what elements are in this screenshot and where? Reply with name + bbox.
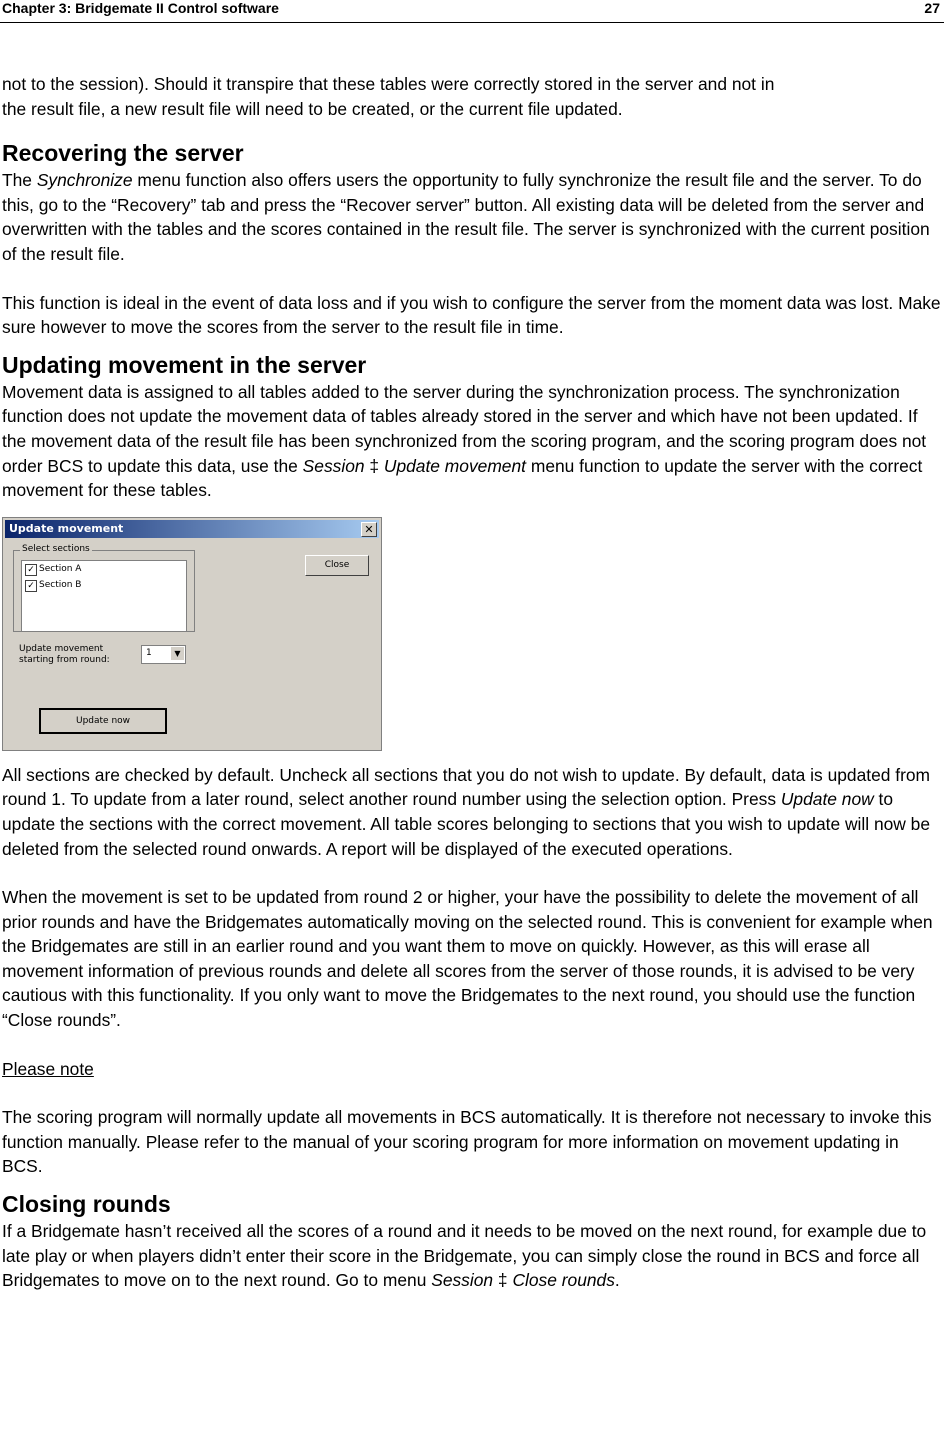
dialog-titlebar (5, 520, 379, 538)
section-label: Section B (39, 579, 82, 590)
close-button[interactable]: Close (305, 555, 369, 576)
intro-paragraph: not to the session). Should it transpire that these tables were correctly stored in the server and not in the result file, a new result file will need to be created, or the current file updated. (2, 74, 775, 119)
note-heading: Please note (2, 1058, 94, 1079)
after-paragraph-2: When the movement is set to be updated from round 2 or higher, your have the possibility to delete the movement of all prior rounds and have the Bridgemates automatically moving on the selected round. This is convenient for example when the Bridgemates are still in an earlier round and you want them to move on quickly. However, as this will erase all movement information of previous rounds and delete all scores from the server of those rounds, it is advised to be very cautious with this functionality. If you only want to move the Bridgemates to the next round, you should use the function “Close rounds”. (2, 887, 933, 1031)
section-a-item[interactable] (25, 564, 186, 577)
section-b-item[interactable] (25, 580, 186, 593)
updating-heading: Updating movement in the server (2, 351, 367, 378)
recovering-heading: Recovering the server (2, 140, 244, 167)
closing-heading: Closing rounds (2, 1191, 171, 1218)
page-header (0, 0, 944, 23)
recovering-paragraph-1: The Synchronize menu function also offers users the opportunity to fully synchronize the result file and the server. To do this, go to the “Recovery” tab and press the “Recover server” button. All existing data will be deleted from the server and overwritten with the tables and the scores contained in the result file. The server is synchronized with the current position of the result file. (2, 170, 930, 264)
after-paragraph-1: All sections are checked by default. Uncheck all sections that you do not wish to update. By default, data is updated from round 1. To update from a later round, select another round number using the selection option. Press Update now to update the sections with the correct movement. All table scores belonging to sections that you wish to update will now be deleted from the selected round onwards. A report will be displayed of the executed operations. (2, 764, 931, 859)
sections-list[interactable] (21, 560, 187, 632)
document-body (2, 72, 942, 1293)
dialog-title: Update movement (9, 521, 124, 535)
checkbox-icon[interactable]: ✓ (25, 580, 37, 592)
update-now-button[interactable]: Update now (39, 708, 167, 734)
round-select[interactable] (141, 645, 186, 664)
updating-paragraph-1: Movement data is assigned to all tables added to the server during the synchronization process. The synchronization function does not update the movement data of tables already stored in the server and which have not been updated. If the movement data of the result file has been synchronized from the scoring program, and the scoring program does not order BCS to update this data, use the Session ‡ Update movement menu function to update the server with the correct movement for these tables. (2, 381, 927, 501)
round-value: 1 (146, 647, 152, 658)
groupbox-title: Select sections (22, 543, 90, 554)
chapter-title: Chapter 3: Bridgemate II Control software (2, 0, 279, 16)
chevron-down-icon[interactable]: ▼ (171, 647, 184, 660)
page-number: 27 (924, 0, 940, 16)
close-icon[interactable]: ✕ (361, 522, 377, 537)
note-paragraph: The scoring program will normally update all movements in BCS automatically. It is therefore not necessary to invoke this function manually. Please refer to the manual of your scoring program for more information on movement updating in BCS. (2, 1107, 932, 1177)
update-movement-dialog (2, 517, 382, 751)
recovering-paragraph-2: This function is ideal in the event of data loss and if you wish to configure the server from the moment data was lost. Make sure however to move the scores from the server to the result file in time. (2, 292, 941, 338)
closing-paragraph: If a Bridgemate hasn’t received all the scores of a round and it needs to be moved on the next round, for example due to late play or when players didn’t enter their score in the Bridgemate, you can simply close the round in BCS and force all Bridgemates to move on to the next round. Go to menu Session ‡ Close rounds. (2, 1221, 927, 1291)
checkbox-icon[interactable]: ✓ (25, 564, 37, 576)
section-label: Section A (39, 563, 82, 574)
round-label: Update movement starting from round: (19, 643, 110, 665)
